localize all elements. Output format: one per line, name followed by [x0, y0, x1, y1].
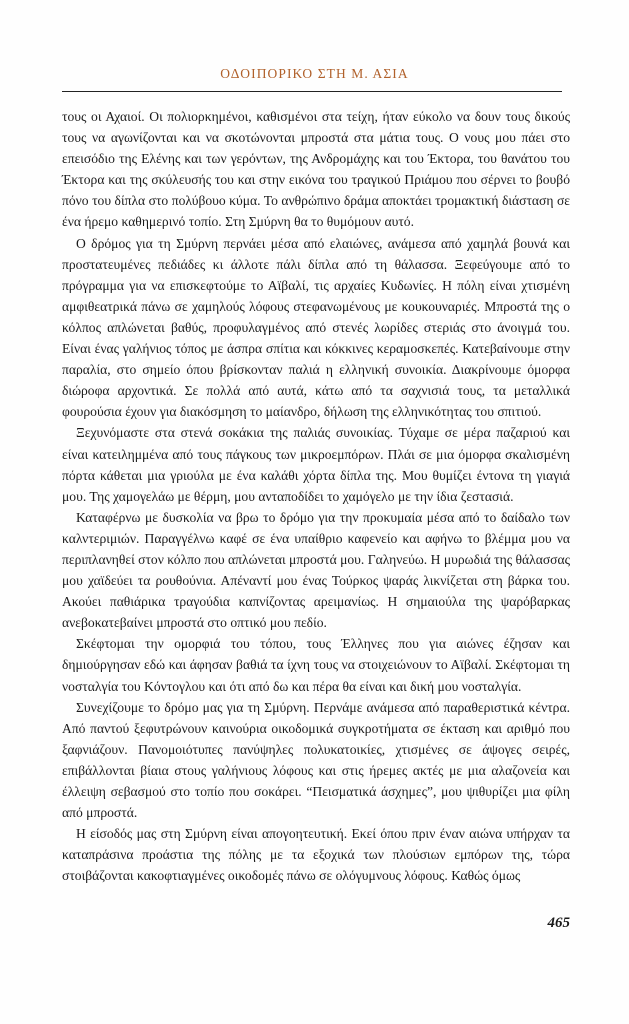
header-rule [62, 91, 562, 92]
paragraph: Καταφέρνω με δυσκολία να βρω το δρόμο για την προκυμαία μέσα από το δαίδαλο των καλντεριμιών. Παραγγέλνω καφέ σε ένα υπαίθριο καφενείο και αφήνω το βλέμμα μου να περιπλανηθεί στον κόλπο που απλώνεται μπροστά μου. Γαληνεύω. Η μυρωδιά της θάλασσας μου χαϊδεύει τα ρουθούνια. Απέναντί μου ένας Τούρκος ψαράς λικνίζεται στη βάρκα του. Ακούει παθιάρικα τραγούδια καπνίζοντας αρειμανίως. Η σημαιούλα της ψαρόβαρκας ανεβοκατεβαίνει μπροστά στο οπτικό μου πεδίο. [62, 509, 571, 631]
paragraph: Ο δρόμος για τη Σμύρνη περνάει μέσα από ελαιώνες, ανάμεσα από χαμηλά βουνά και προστατευμένες πεδιάδες κι άλλοτε πάλι δίπλα από τη θάλασσα. Ξεφεύγουμε από το πρόγραμμα για να επισκεφτούμε το Αϊβαλί, τις αρχαίες Κυδωνίες. Η πόλη είναι χτισμένη αμφιθεατρικά πάνω σε χαμηλούς λόφους στεφανωμένους με κουκουναριές. Μπροστά της ο κόλπος απλώνεται βαθύς, προφυλαγμένος από στενές λωρίδες στεριάς στο άνοιγμά του. Είναι ένας γαλήνιος τόπος με άσπρα σπίτια και κόκκινες κεραμοσκεπές. Κατεβαίνουμε στην παραλία, στο σημείο όπου βρίσκονταν παλιά η ελληνική συνοικία. Διακρίνουμε όμορφα διώροφα αρχοντικά. Σε πολλά από αυτά, κάτω από τα σαχνισιά τους, τα μεταλλικά φουρούσια έχουν για διακόσμηση το μαίανδρο, δήλωση της ελληνικότητας του σπιτιού. [62, 235, 570, 420]
paragraph: Συνεχίζουμε το δρόμο μας για τη Σμύρνη. Περνάμε ανάμεσα από παραθεριστικά κέντρα. Από παντού ξεφυτρώνουν καινούρια οικοδομικά συγκροτήματα σε έκταση και αριθμό που ξαφνιάζουν. Πανομοιότυπες πανύψηλες πολυκατοικίες, χτισμένες σε άψογες σειρές, επιβάλλονται βίαια στους γαλήνιους λόφους και στις ήρεμες ακτές με μια αλαζονεία και έλλειψη σεβασμού στο τοπίο που σοκάρει. “Πεισματικά άσχημες”, μου ψιθυρίζει μια φίλη από μπροστά. [62, 699, 570, 821]
paragraph: τους οι Αχαιοί. Οι πολιορκημένοι, καθισμένοι στα τείχη, ήταν εύκολο να δουν τους δικούς τους να αγωνίζονται και να σκοτώνονται μπροστά στα μάτια τους. Ο νους μου πάει στο επεισόδιο της Ελένης και των γερόντων, της Ανδρομάχης και του Έκτορα, του θανάτου του Έκτορα και της σκύλευσής του και στην εικόνα του τραγικού Πριάμου που σέρνει το βουβό πόνο του δίπλα στο πολύβουο κύμα. Το ανθρώπινο δράμα αποκτάει τρομακτική διάσταση σε ένα ήρεμο καθημερινό τοπίο. Στη Σμύρνη θα το θυμόμουν αυτό. [62, 109, 570, 230]
paragraph: Σκέφτομαι την ομορφιά του τόπου, τους Έλληνες που για αιώνες έζησαν και δημιούργησαν εδώ και άφησαν βαθιά τα ίχνη τους να στοιχειώνουν το Αϊβαλί. Σκέφτομαι τη νοσταλγία του Κόντογλου και ότι από δω και πέρα θα είναι και δική μου νοσταλγία. [62, 636, 570, 694]
page-number: 465 [547, 915, 570, 931]
body-text [62, 106, 570, 886]
paragraph: Η είσοδός μας στη Σμύρνη είναι απογοητευτική. Εκεί όπου πριν έναν αιώνα υπήρχαν τα καταπράσινα προάστια της πόλης με τα εξοχικά των πλούσιων εμπόρων της, τώρα στοιβάζονται κακοφτιαγμένες οικοδομές πάνω σε ολόγυμνους λόφους. Καθώς όμως [62, 826, 570, 884]
paragraph: Ξεχυνόμαστε στα στενά σοκάκια της παλιάς συνοικίας. Τύχαμε σε μέρα παζαριού και είναι κατειλημμένα από τους πάγκους των μικροεμπόρων. Πλάι σε μια όμορφα σκαλισμένη πόρτα κάθεται μια γριούλα με ένα καλάθι χόρτα δίπλα της. Μου θυμίζει έντονα τη γιαγιά μου. Της χαμογελάω με θέρμη, μου ανταποδίδει το χαμόγελο με την ίδια ζεστασιά. [62, 425, 570, 504]
running-head-title: ΟΔΟΙΠΟΡΙΚΟ ΣΤΗ Μ. ΑΣΙΑ [220, 66, 409, 81]
